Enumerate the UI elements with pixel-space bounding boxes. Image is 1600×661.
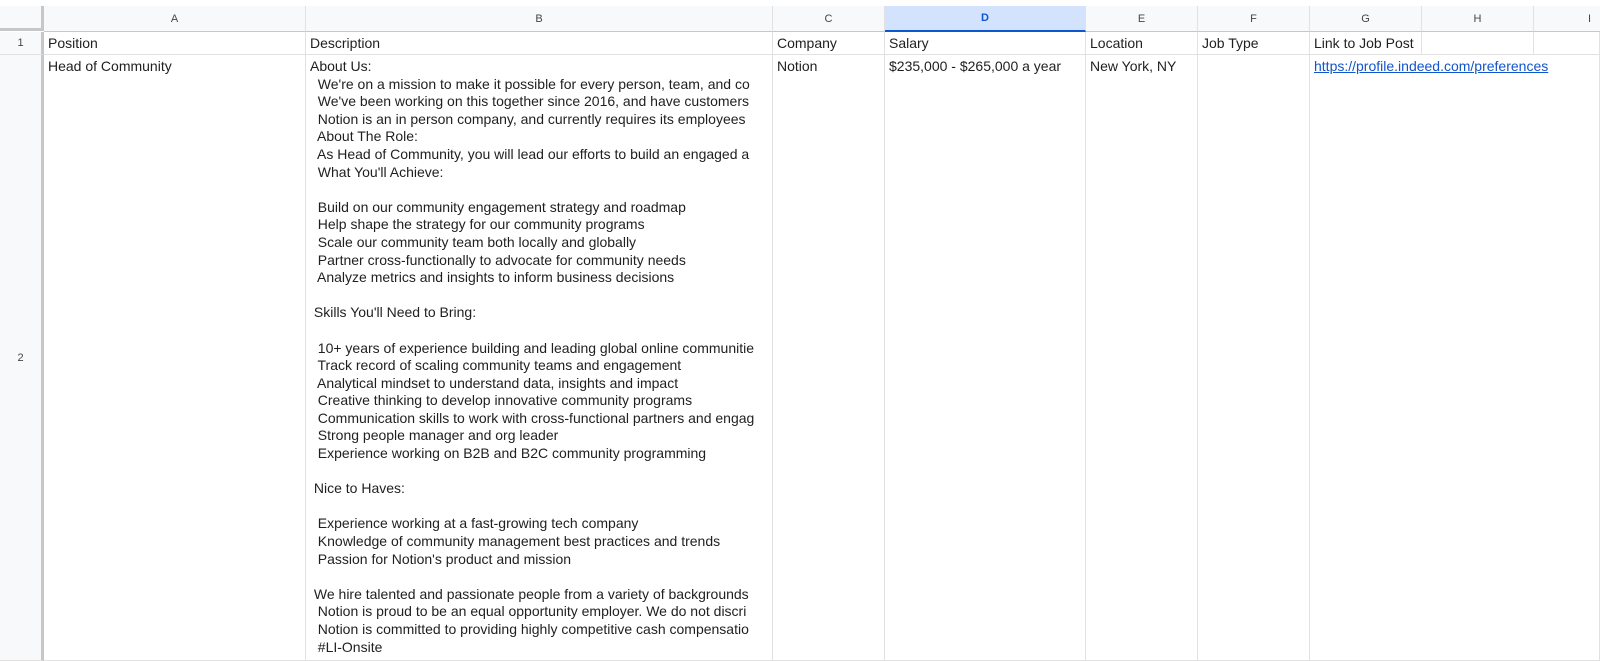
- description-line: Creative thinking to develop innovative community programs: [310, 392, 693, 409]
- description-line: Knowledge of community management best practices and trends: [310, 533, 721, 550]
- column-header-e[interactable]: E: [1086, 6, 1198, 32]
- description-line: [310, 568, 768, 586]
- description-line: Nice to Haves:: [310, 480, 405, 497]
- description-line: [310, 498, 768, 516]
- column-header-c[interactable]: C: [773, 6, 885, 32]
- description-line: [310, 322, 768, 340]
- description-line: Analytical mindset to understand data, insights and impact: [310, 374, 679, 391]
- column-header-f[interactable]: F: [1198, 6, 1310, 32]
- column-header-g[interactable]: G: [1310, 6, 1422, 32]
- cell-g1[interactable]: Link to Job Post: [1310, 32, 1422, 55]
- description-line: Build on our community engagement strategy and roadmap: [310, 198, 686, 215]
- row-header-1[interactable]: 1: [0, 32, 44, 55]
- cell-h2[interactable]: [1422, 55, 1534, 661]
- description-line: Analyze metrics and insights to inform business decisions: [310, 269, 675, 286]
- description-line: What You'll Achieve:: [310, 163, 444, 180]
- description-line: Experience working on B2B and B2C community programming: [310, 445, 707, 462]
- description-line: [310, 181, 768, 199]
- cell-d2[interactable]: $235,000 - $265,000 a year: [885, 55, 1086, 661]
- column-header-i[interactable]: I: [1534, 6, 1600, 32]
- cell-f2[interactable]: [1198, 55, 1310, 661]
- description-line: Skills You'll Need to Bring:: [310, 304, 477, 321]
- cell-c2[interactable]: Notion: [773, 55, 885, 661]
- description-line: Communication skills to work with cross-functional partners and engag: [310, 409, 755, 426]
- description-line: We hire talented and passionate people from a variety of backgrounds: [310, 585, 749, 602]
- description-line: Partner cross-functionally to advocate for community needs: [310, 251, 686, 268]
- cell-d1[interactable]: Salary: [885, 32, 1086, 55]
- description-line: Track record of scaling community teams and engagement: [310, 357, 682, 374]
- cell-b1[interactable]: Description: [306, 32, 773, 55]
- description-line: [310, 463, 768, 481]
- cell-f1[interactable]: Job Type: [1198, 32, 1310, 55]
- cell-g2[interactable]: [1310, 55, 1549, 661]
- description-line: We're on a mission to make it possible for every person, team, and co: [310, 75, 750, 92]
- select-all-corner[interactable]: [0, 6, 44, 31]
- description-line: We've been working on this together since 2016, and have customers: [310, 93, 750, 110]
- description-line: Notion is committed to providing highly competitive cash compensatio: [310, 621, 749, 637]
- description-line: Help shape the strategy for our community programs: [310, 216, 645, 233]
- cell-c1[interactable]: Company: [773, 32, 885, 55]
- description-line: Notion is an in person company, and currently requires its employees: [310, 110, 746, 127]
- cell-e1[interactable]: Location: [1086, 32, 1198, 55]
- description-line: Scale our community team both locally and globally: [310, 233, 637, 250]
- description-line: #LI-Onsite: [310, 638, 383, 655]
- cell-e2[interactable]: New York, NY: [1086, 55, 1198, 661]
- description-line: Passion for Notion's product and mission: [310, 550, 572, 567]
- row-header-2[interactable]: 2: [0, 55, 44, 661]
- description-line: [310, 287, 768, 305]
- column-header-a[interactable]: A: [44, 6, 306, 32]
- description-line: About Us:: [310, 58, 372, 74]
- description-line: Experience working at a fast-growing tech company: [310, 515, 639, 532]
- column-header-b[interactable]: B: [306, 6, 773, 32]
- cell-i2[interactable]: [1534, 55, 1600, 661]
- description-line: Notion is proud to be an equal opportunity employer. We do not discri: [310, 603, 747, 620]
- cell-a1[interactable]: Position: [44, 32, 306, 55]
- cell-i1[interactable]: [1534, 32, 1600, 55]
- description-line: 10+ years of experience building and leading global online communitie: [310, 339, 755, 356]
- description-line: As Head of Community, you will lead our efforts to build an engaged a: [310, 145, 750, 162]
- job-post-link[interactable]: https://profile.indeed.com/preferences: [1314, 58, 1549, 74]
- column-header-h[interactable]: H: [1422, 6, 1534, 32]
- description-line: About The Role:: [310, 128, 418, 145]
- cell-a2[interactable]: Head of Community: [44, 55, 306, 661]
- column-header-d[interactable]: D: [885, 6, 1086, 32]
- description-line: Strong people manager and org leader: [310, 427, 559, 444]
- cell-h1[interactable]: [1422, 32, 1534, 55]
- cell-b2-description[interactable]: [306, 55, 773, 661]
